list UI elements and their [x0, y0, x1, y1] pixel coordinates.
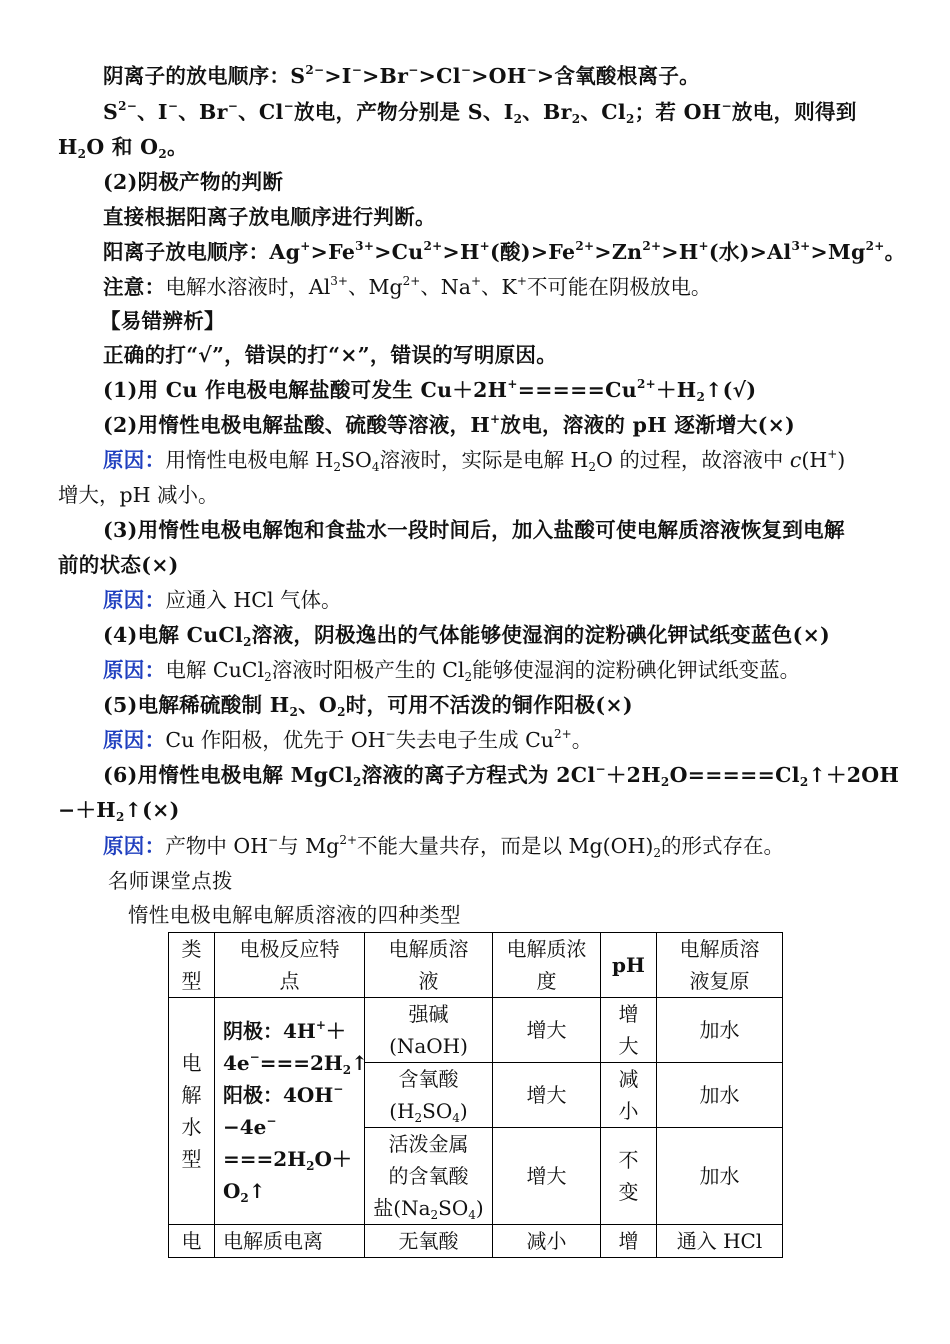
item-1: (1)用 Cu 作电极电解盐酸可发生 $Cu+2H^+=====Cu^{2+}+H_2↑(√)$	[103, 377, 757, 404]
header-concentration: 电解质浓 度	[493, 933, 601, 998]
electrode-reaction-cell: 阴极：4H+＋ $4e^-===2H_2↑$ 阳极：4OH− −4e− $===2H_2O+$ $O_2↑$	[215, 998, 365, 1225]
restore-cell: 通入 HCl	[657, 1225, 783, 1258]
item-3: (3)用惰性电极电解饱和食盐水一段时间后，加入盐酸可使电解质溶液恢复到电解	[103, 518, 845, 542]
item-4: (4)电解 CuCl$_2$溶液，阴极逸出的气体能够使湿润的淀粉碘化钾试纸变蓝色(×)	[103, 623, 831, 649]
header-ph: pH	[601, 933, 657, 998]
cathode-heading: (2)阴极产物的判断	[103, 170, 284, 194]
header-solution: 电解质溶 液	[365, 933, 493, 998]
concentration-cell: 增大	[493, 1063, 601, 1128]
ph-cell: 减 小	[601, 1063, 657, 1128]
item-2-reason-cont: 增大，pH 减小。	[58, 483, 219, 507]
concentration-cell: 减小	[493, 1225, 601, 1258]
table-row	[169, 1225, 783, 1258]
table-header-row	[169, 933, 783, 998]
cation-discharge-order: 阳离子放电顺序：$Ag^+>Fe^{3+}>Cu^{2+}>H^+$(酸)$>Fe^{2+}>Zn^{2+}>H^+$(水)$>Al^{3+}>Mg^{2+}$。	[103, 239, 906, 264]
header-restore: 电解质溶 液复原	[657, 933, 783, 998]
item-4-reason: 原因：电解 CuCl$_2$溶液时阳极产生的 $Cl_2$能够使湿润的淀粉碘化钾试纸变蓝。	[103, 658, 801, 684]
solution-oxyacid: 含氧酸 $(H_2SO_4)$	[365, 1063, 493, 1128]
item-5: (5)电解稀硫酸制 $H_2$、$O_2$时，可用不活泼的铜作阳极(×)	[103, 693, 633, 719]
item-6: (6)用惰性电极电解 MgCl$_2$溶液的离子方程式为 $2Cl^-+2H_2O=====Cl_2↑+2OH$	[103, 762, 900, 789]
item-2: (2)用惰性电极电解盐酸、硫酸等溶液，H+放电，溶液的 pH 逐渐增大(×)	[103, 412, 796, 437]
table-row	[169, 998, 783, 1063]
item-2-reason: 原因：用惰性电极电解 $H_2SO_4$溶液时，实际是电解 $H_2O$ 的过程，故溶液中 c(H+)	[103, 447, 846, 474]
concentration-cell: 增大	[493, 1128, 601, 1225]
anion-discharge-order: 阴离子的放电顺序：$S^{2-}>I^->Br^->Cl^->OH^->$含氧酸根离子。	[103, 63, 700, 88]
electrode-reaction-cell: 电解质电离	[215, 1225, 365, 1258]
instructions: 正确的打“√”，错误的打“×”，错误的写明原因。	[103, 343, 558, 367]
type-electrolyte-electrolysis: 电	[169, 1225, 215, 1258]
ph-cell: 增 大	[601, 998, 657, 1063]
restore-cell: 加水	[657, 1128, 783, 1225]
concentration-cell: 增大	[493, 998, 601, 1063]
anion-products-line: $S^{2-}$、I−、Br−、Cl−放电，产物分别是 S、$I_2$、$Br_2$、$Cl_2$；若 OH−放电，则得到	[103, 99, 857, 126]
restore-cell: 加水	[657, 998, 783, 1063]
header-reaction: 电极反应特 点	[215, 933, 365, 998]
section-heading-tips: 名师课堂点拨	[108, 869, 233, 893]
item-3-cont: 前的状态(×)	[58, 553, 179, 577]
item-5-reason: 原因：Cu 作阳极，优先于 OH−失去电子生成 $Cu^{2+}$。	[103, 727, 593, 752]
anion-products-line-cont: $H_2O$ 和 $O_2$。	[58, 135, 188, 161]
ph-cell: 增	[601, 1225, 657, 1258]
ph-cell: 不 变	[601, 1128, 657, 1225]
electrolysis-types-table	[168, 932, 783, 1258]
type-water-electrolysis: 电 解 水 型	[169, 998, 215, 1225]
header-type: 类 型	[169, 933, 215, 998]
section-heading-error-analysis: 【易错辨析】	[100, 309, 225, 333]
solution-active-metal-oxysalt: 活泼金属 的含氧酸 盐$(Na_2SO_4)$	[365, 1128, 493, 1225]
table-title: 惰性电极电解电解质溶液的四种类型	[128, 903, 461, 927]
item-3-reason: 原因：应通入 HCl 气体。	[103, 588, 342, 612]
note-line: 注意：电解水溶液时，$Al^{3+}$、$Mg^{2+}$、Na+、K+不可能在阴极放电。	[103, 274, 712, 299]
item-6-cont: $-+H_2↑(\times)$	[58, 798, 180, 824]
solution-strong-base: 强碱 (NaOH)	[365, 998, 493, 1063]
item-6-reason: 原因：产物中 OH−与 $Mg^{2+}$不能大量共存，而是以 $Mg(OH)_2$的形式存在。	[103, 833, 784, 860]
cathode-rule: 直接根据阳离子放电顺序进行判断。	[103, 205, 436, 229]
solution-oxygen-free-acid: 无氧酸	[365, 1225, 493, 1258]
restore-cell: 加水	[657, 1063, 783, 1128]
